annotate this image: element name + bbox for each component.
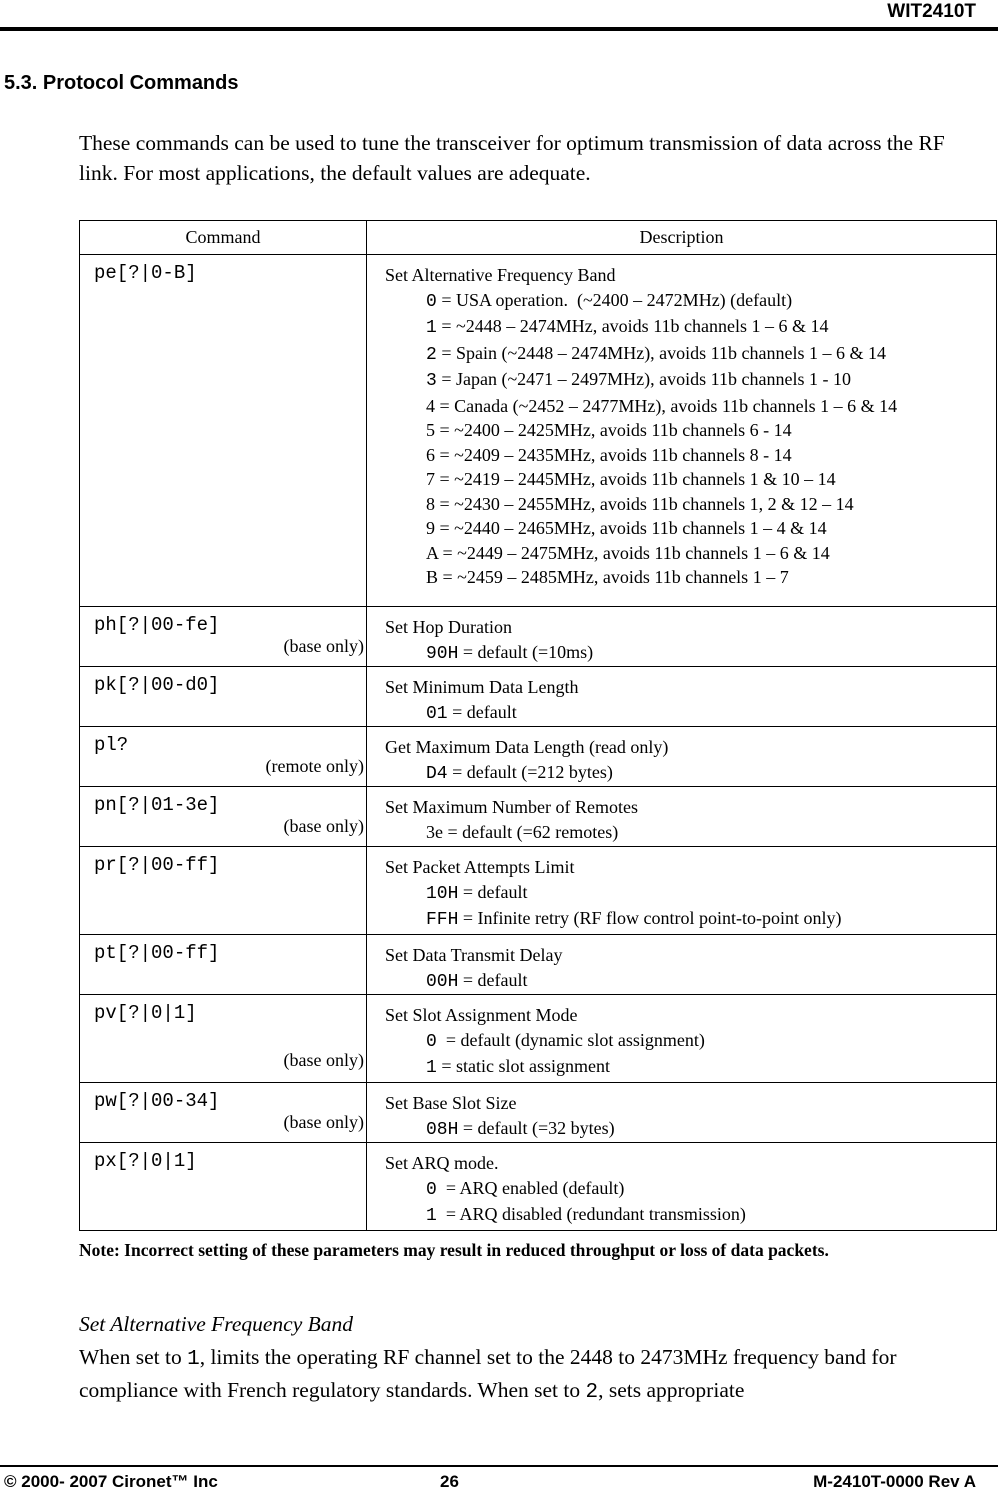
option-code: 01 (426, 703, 448, 724)
intro-paragraph: These commands can be used to tune the transceiver for optimum transmission of data across the RF link. For most applications, the default values are adequate. (79, 131, 945, 185)
header-title: WIT2410T (887, 1, 976, 22)
option-text: = default (=10ms) (458, 641, 594, 662)
option-code: 1 (426, 318, 437, 338)
command-qualifier: (base only) (283, 1050, 364, 1070)
description-cell (367, 847, 997, 935)
command-code: pw[?|00-34] (94, 1090, 220, 1112)
option-code: 0 (426, 1179, 437, 1200)
option-text: = Infinite retry (RF flow control point-to-point only) (458, 908, 842, 928)
option-line (385, 906, 990, 933)
option-text: = USA operation. (~2400 – 2472MHz) (default) (436, 289, 793, 310)
option-line (385, 467, 990, 492)
command-column-header: Command (80, 221, 367, 255)
command-cell (80, 787, 367, 847)
description-title: Set Minimum Data Length (385, 677, 579, 697)
option-text: = ARQ disabled (redundant transmission) (436, 1204, 746, 1224)
table-row (80, 727, 997, 787)
description-title: Set Base Slot Size (385, 1093, 517, 1113)
option-text: 7 = ~2419 – 2445MHz, avoids 11b channels 1 & 10 – 14 (426, 469, 836, 489)
option-code: 3 (426, 371, 437, 391)
option-line (385, 541, 990, 566)
description-title: Set Data Transmit Delay (385, 945, 563, 965)
option-line (385, 1202, 990, 1229)
option-code: 1 (426, 1058, 437, 1078)
command-code: pn[?|01-3e] (94, 794, 220, 816)
option-line (385, 341, 990, 368)
command-cell (80, 255, 367, 607)
command-qualifier: (base only) (283, 1112, 364, 1132)
command-code: px[?|0|1] (94, 1150, 197, 1172)
footer-rule (0, 1465, 998, 1467)
option-text: 5 = ~2400 – 2425MHz, avoids 11b channels 6 - 14 (426, 420, 792, 440)
option-text: = default (447, 701, 517, 722)
table-row (80, 995, 997, 1083)
command-qualifier: (remote only) (265, 756, 364, 776)
option-line (385, 516, 990, 541)
table-row (80, 255, 997, 607)
description-title: Set Hop Duration (385, 617, 512, 637)
table-row (80, 1143, 997, 1231)
option-line (385, 700, 990, 727)
option-code: 08H (426, 1119, 459, 1140)
option-text: = Japan (~2471 – 2497MHz), avoids 11b channels 1 - 10 (436, 369, 851, 389)
option-text: B = ~2459 – 2485MHz, avoids 11b channels 1 – 7 (426, 567, 789, 587)
option-line (385, 968, 990, 995)
description-cell (367, 727, 997, 787)
description-title: Set Packet Attempts Limit (385, 857, 575, 877)
command-cell (80, 935, 367, 995)
option-text: = default (=32 bytes) (458, 1117, 615, 1138)
option-line (385, 565, 990, 590)
description-cell (367, 255, 997, 607)
option-text: = default (458, 881, 528, 902)
subsection-text-b: , limits the operating RF channel set to the 2448 to 2473MHz frequency band for compliance with French regulatory standards. When set to (79, 1345, 897, 1402)
option-code: 0 (426, 1031, 437, 1052)
section-title: 5.3. Protocol Commands (4, 72, 239, 94)
subsection-text-c: , sets appropriate (598, 1378, 745, 1402)
option-line (385, 1054, 990, 1081)
option-line (385, 1176, 990, 1203)
subsection-title: Set Alternative Frequency Band (79, 1312, 354, 1336)
option-code: 10H (426, 883, 459, 904)
protocol-commands-table (79, 220, 997, 1231)
option-line (385, 314, 990, 341)
description-cell (367, 607, 997, 667)
description-cell (367, 1143, 997, 1231)
option-code: 90H (426, 643, 459, 664)
option-line (385, 367, 990, 394)
description-cell (367, 667, 997, 727)
option-text: A = ~2449 – 2475MHz, avoids 11b channels 1 – 6 & 14 (426, 542, 830, 563)
command-cell (80, 847, 367, 935)
command-cell (80, 1143, 367, 1231)
description-title: Set Alternative Frequency Band (385, 265, 616, 285)
option-text: 6 = ~2409 – 2435MHz, avoids 11b channels 8 - 14 (426, 444, 792, 465)
option-code: 2 (426, 344, 437, 365)
option-line (385, 492, 990, 517)
option-text: 8 = ~2430 – 2455MHz, avoids 11b channels 1, 2 & 12 – 14 (426, 493, 854, 514)
option-line (385, 394, 990, 419)
option-text: 4 = Canada (~2452 – 2477MHz), avoids 11b channels 1 – 6 & 14 (426, 395, 898, 416)
command-cell (80, 607, 367, 667)
table-row (80, 1083, 997, 1143)
option-text: = default (dynamic slot assignment) (436, 1029, 705, 1050)
option-text: = default (458, 969, 528, 990)
option-text: = static slot assignment (436, 1056, 610, 1076)
option-code: 0 (426, 291, 437, 312)
option-text: 3e = default (=62 remotes) (426, 821, 619, 842)
option-line (385, 1116, 990, 1143)
subsection-code-a: 1 (187, 1348, 200, 1371)
footer-page-number: 26 (440, 1472, 459, 1491)
command-code: pl? (94, 734, 129, 756)
description-cell (367, 935, 997, 995)
description-cell (367, 995, 997, 1083)
command-code: pe[?|0-B] (94, 262, 197, 284)
table-header-row (80, 221, 997, 255)
command-cell (80, 727, 367, 787)
option-line (385, 880, 990, 907)
option-line (385, 1028, 990, 1055)
subsection-code-b: 2 (585, 1381, 599, 1404)
command-code: pr[?|00-ff] (94, 854, 220, 876)
table-row (80, 847, 997, 935)
description-cell (367, 1083, 997, 1143)
command-qualifier: (base only) (283, 636, 364, 656)
option-text: 9 = ~2440 – 2465MHz, avoids 11b channels 1 – 4 & 14 (426, 518, 827, 538)
option-line (385, 760, 990, 787)
command-cell (80, 667, 367, 727)
option-code: D4 (426, 763, 448, 784)
footer-copyright: © 2000- 2007 Cironet™ Inc (4, 1472, 218, 1491)
option-code: 1 (426, 1206, 437, 1226)
command-cell (80, 995, 367, 1083)
table-row (80, 607, 997, 667)
description-title: Set Slot Assignment Mode (385, 1005, 578, 1025)
description-title: Get Maximum Data Length (read only) (385, 737, 669, 757)
option-code: 00H (426, 971, 459, 992)
option-line (385, 443, 990, 468)
header-rule (0, 27, 998, 31)
subsection-text-a: When set to (79, 1345, 188, 1369)
option-line (385, 418, 990, 443)
description-title: Set Maximum Number of Remotes (385, 797, 638, 817)
description-column-header: Description (367, 221, 997, 255)
option-line (385, 288, 990, 315)
command-cell (80, 1083, 367, 1143)
description-title: Set ARQ mode. (385, 1153, 499, 1173)
command-code: pk[?|00-d0] (94, 674, 220, 696)
footer-document-number: M-2410T-0000 Rev A (813, 1472, 976, 1491)
command-qualifier: (base only) (283, 816, 364, 836)
warning-note: Note: Incorrect setting of these parameters may result in reduced throughput or loss of data packets. (79, 1240, 829, 1260)
command-code: ph[?|00-fe] (94, 614, 220, 636)
table-row (80, 935, 997, 995)
option-line (385, 640, 990, 667)
option-line (385, 820, 990, 845)
subsection-body (79, 1342, 979, 1408)
option-text: = default (=212 bytes) (447, 761, 613, 782)
table-row (80, 667, 997, 727)
description-cell (367, 787, 997, 847)
option-code: FFH (426, 910, 459, 930)
command-code: pv[?|0|1] (94, 1002, 197, 1024)
command-code: pt[?|00-ff] (94, 942, 220, 964)
option-text: = Spain (~2448 – 2474MHz), avoids 11b channels 1 – 6 & 14 (436, 342, 886, 363)
option-text: = ARQ enabled (default) (436, 1177, 625, 1198)
table-row (80, 787, 997, 847)
option-text: = ~2448 – 2474MHz, avoids 11b channels 1 – 6 & 14 (436, 316, 829, 336)
